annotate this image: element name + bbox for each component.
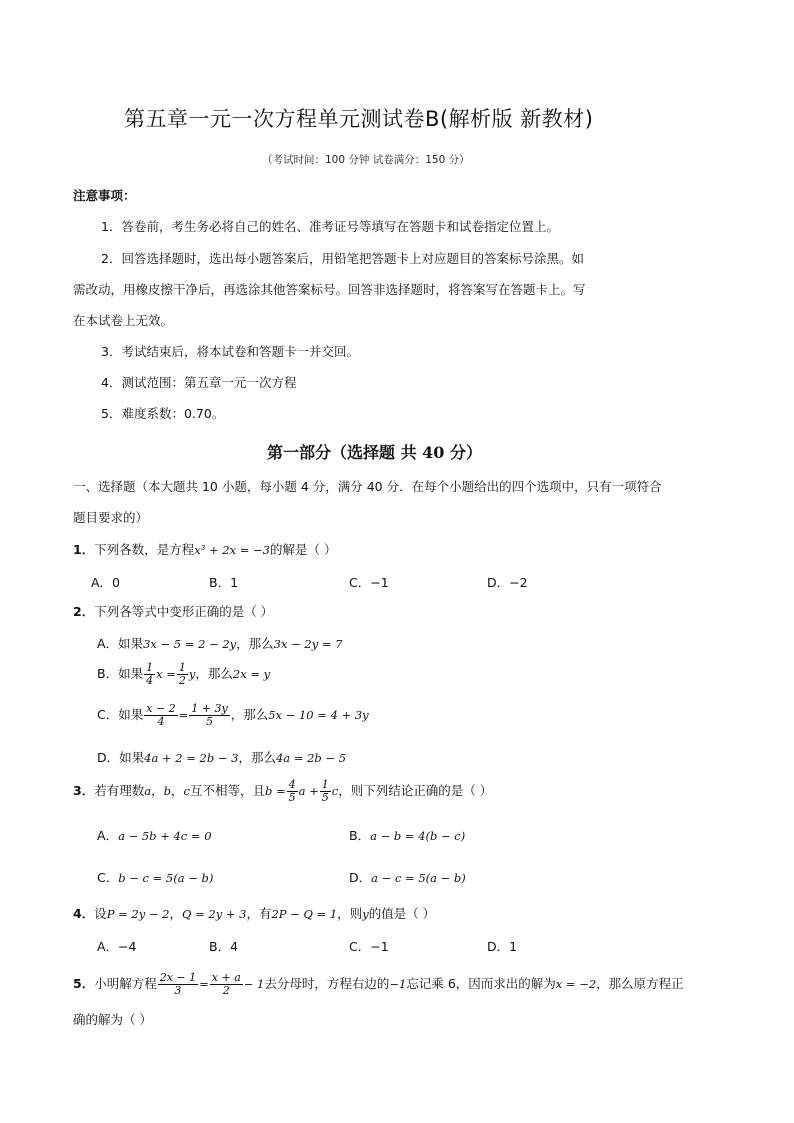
denominator: 5 [288, 791, 296, 804]
note-item-1: 1．答卷前，考生务必将自己的姓名、准考证号等填写在答题卡和试卷指定位置上。 [101, 219, 559, 234]
q4-option-c[interactable]: C．−1 [349, 939, 389, 954]
question-text: 互不相等，且 [189, 783, 265, 798]
notes-heading: 注意事项： [73, 188, 136, 203]
fraction [320, 779, 331, 804]
note-item-4: 4．测试范围：第五章一元一次方程 [101, 375, 297, 390]
option-label: C． [97, 870, 119, 885]
option-label: D．如果 [97, 750, 145, 765]
fraction [287, 779, 298, 804]
q3-option-a[interactable] [97, 826, 212, 844]
question-1 [73, 541, 336, 559]
equation: b = [264, 784, 286, 798]
question-number: 2． [73, 604, 95, 619]
numerator: 1 [321, 778, 329, 791]
variable: y [362, 907, 369, 921]
option-label: B． [349, 828, 371, 843]
q3-option-c[interactable] [97, 868, 213, 886]
question-text: ，那么原方程正 [596, 976, 684, 991]
variable: c [183, 784, 190, 798]
equation: x = −2 [555, 977, 597, 991]
denominator: 4 [146, 674, 154, 687]
question-text: 若有理数 [94, 783, 145, 798]
q1-option-a[interactable]: A．0 [91, 575, 121, 590]
question-text: 的值是（ ） [368, 906, 436, 921]
equation: a + [298, 784, 319, 798]
equation: P = 2y − 2 [106, 907, 170, 921]
q4-option-b[interactable]: B．4 [209, 939, 239, 954]
equation: = [178, 708, 189, 722]
fraction [144, 662, 155, 687]
q4-option-a[interactable]: A．−4 [97, 939, 137, 954]
equation: c [331, 784, 339, 798]
equation: 4a = 2b − 5 [275, 751, 347, 765]
question-5-line2: 确的解为（ ） [73, 1012, 152, 1027]
question-text: 设 [94, 906, 107, 921]
equation: y [188, 667, 196, 681]
q2-option-b[interactable] [97, 662, 270, 687]
question-5 [73, 972, 684, 997]
question-text: 去分母时，方程右边的 [264, 976, 390, 991]
equation: 5x − 10 = 4 + 3y [268, 708, 369, 722]
variable: a [144, 784, 152, 798]
option-label: A． [97, 828, 119, 843]
equation: 2x = y [232, 667, 271, 681]
question-text: 下列各数，是方程 [94, 542, 195, 557]
question-text: 忘记乘 6，因而求出的解为 [406, 976, 556, 991]
q1-option-d[interactable]: D．−2 [487, 575, 528, 590]
denominator: 5 [321, 791, 329, 804]
q2-option-c[interactable] [97, 703, 369, 728]
denominator: 5 [206, 715, 213, 728]
question-number: 3． [73, 783, 95, 798]
note-item-2-line1: 2．回答选择题时，选出每小题答案后，用铅笔把答题卡上对应题目的答案标号涂黑。如 [101, 251, 584, 266]
fraction [177, 662, 188, 687]
option-label: B．如果 [97, 666, 144, 681]
separator: ， [170, 783, 184, 798]
question-number: 1． [73, 542, 95, 557]
question-text: ，有 [246, 906, 272, 921]
question-text: 的解是（ ） [269, 542, 337, 557]
question-text: 下列各等式中变形正确的是（ ） [94, 604, 274, 619]
equation: x = [156, 667, 176, 681]
note-item-2-line2: 需改动，用橡皮擦干净后，再选涂其他答案标号。回答非选择题时，将答案写在答题卡上。写 [73, 282, 586, 297]
question-text: ，则下列结论正确的是（ ） [338, 783, 493, 798]
fraction [210, 972, 243, 997]
equation: 2P − Q = 1 [271, 907, 338, 921]
option-text: ，那么 [236, 636, 274, 651]
question-3 [73, 779, 492, 804]
question-text: 小明解方程 [94, 976, 157, 991]
q2-option-d[interactable] [97, 748, 346, 766]
fraction [158, 972, 198, 997]
fraction [189, 703, 229, 728]
numerator: x − 2 [146, 702, 176, 715]
option-text: ，那么 [230, 707, 269, 722]
q1-option-b[interactable]: B．1 [209, 575, 239, 590]
question-text: ，则 [337, 906, 363, 921]
option-label: A．如果 [97, 636, 144, 651]
question-number: 5． [73, 976, 95, 991]
equation: b − c = 5(a − b) [118, 871, 214, 885]
equation: − 1 [243, 977, 265, 991]
q4-option-d[interactable]: D．1 [487, 939, 518, 954]
option-text: ，那么 [238, 750, 276, 765]
question-4 [73, 905, 435, 923]
q3-option-d[interactable] [349, 868, 466, 886]
equation: a − b = 4(b − c) [370, 829, 466, 843]
exam-info: （考试时间：100 分钟 试卷满分：150 分） [262, 154, 470, 166]
q3-option-b[interactable] [349, 826, 465, 844]
note-item-5: 5．难度系数：0.70。 [101, 406, 225, 421]
variable: b [163, 784, 171, 798]
note-item-3: 3．考试结束后，将本试卷和答题卡一并交回。 [101, 344, 359, 359]
numerator: 4 [288, 778, 296, 791]
denominator: 3 [174, 984, 182, 997]
numerator: 1 + 3y [191, 702, 228, 715]
section-intro-line2: 题目要求的） [73, 510, 149, 525]
denominator: 2 [178, 674, 186, 687]
question-2 [73, 603, 273, 621]
note-item-2-line3: 在本试卷上无效。 [73, 313, 174, 328]
equation: = [199, 977, 209, 991]
equation: 3x − 2y = 7 [273, 637, 343, 651]
equation: −1 [389, 977, 407, 991]
separator: ， [169, 906, 182, 921]
denominator: 2 [222, 984, 230, 997]
equation: a − 5b + 4c = 0 [118, 829, 212, 843]
q2-option-a[interactable] [97, 634, 343, 652]
separator: ， [151, 783, 164, 798]
q1-option-c[interactable]: C．−1 [349, 575, 389, 590]
equation: 4a + 2 = 2b − 3 [144, 751, 239, 765]
numerator: x + a [211, 971, 241, 984]
section-title: 第一部分（选择题 共 40 分） [267, 443, 482, 462]
page-title: 第五章一元一次方程单元测试卷B(解析版 新教材) [124, 107, 594, 131]
option-label: D． [349, 870, 372, 885]
option-text: ，那么 [195, 666, 233, 681]
equation: 3x − 5 = 2 − 2y [143, 637, 237, 651]
numerator: 1 [146, 661, 154, 674]
numerator: 2x − 1 [159, 971, 197, 984]
equation: Q = 2y + 3 [182, 907, 247, 921]
section-intro-line1: 一、选择题（本大题共 10 小题，每小题 4 分，满分 40 分．在每个小题给出的四个选项中，只有一项符合 [73, 479, 662, 494]
option-label: C．如果 [97, 707, 144, 722]
fraction [144, 703, 177, 728]
denominator: 4 [157, 715, 165, 728]
question-number: 4． [73, 906, 95, 921]
equation: x³ + 2x = −3 [194, 543, 270, 557]
equation: a − c = 5(a − b) [371, 871, 466, 885]
numerator: 1 [178, 661, 186, 674]
